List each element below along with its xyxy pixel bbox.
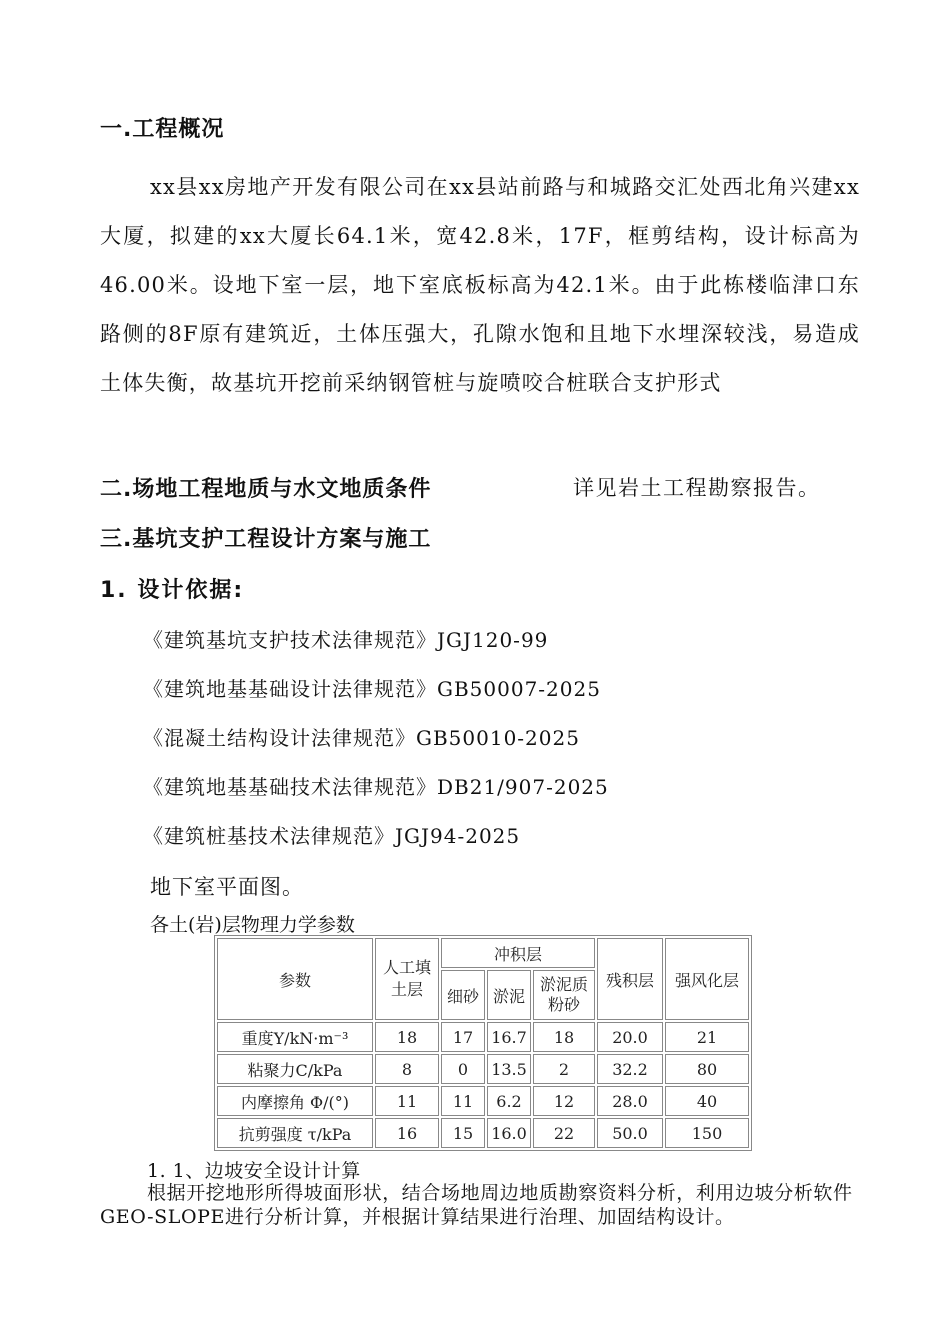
header-silty-sand: 淤泥质粉砂 [533, 970, 595, 1020]
table-cell: 16.7 [487, 1022, 531, 1052]
table-cell: 20.0 [597, 1022, 663, 1052]
header-fill-layer: 人工填土层 [375, 938, 439, 1020]
table-cell: 8 [375, 1054, 439, 1084]
row-label: 抗剪强度 τ/kPa [217, 1118, 373, 1148]
table-cell: 12 [533, 1086, 595, 1116]
table-cell: 11 [375, 1086, 439, 1116]
header-weathered: 强风化层 [665, 938, 749, 1020]
design-basis-heading: 1. 设计依据: [100, 578, 245, 603]
table-cell: 6.2 [487, 1086, 531, 1116]
table-cell: 22 [533, 1118, 595, 1148]
table-cell: 2 [533, 1054, 595, 1084]
table-cell: 17 [441, 1022, 485, 1052]
table-cell: 50.0 [597, 1118, 663, 1148]
table-row [217, 1022, 749, 1052]
row-label: 粘聚力C/kPa [217, 1054, 373, 1084]
table-cell: 18 [375, 1022, 439, 1052]
table-row [217, 1118, 749, 1148]
table-cell: 80 [665, 1054, 749, 1084]
table-row [217, 1054, 749, 1084]
header-residual: 残积层 [597, 938, 663, 1020]
slope-calc-heading: 1. 1、边坡安全设计计算 [147, 1160, 361, 1182]
header-alluvial: 冲积层 [441, 938, 595, 968]
table-cell: 18 [533, 1022, 595, 1052]
table-cell: 0 [441, 1054, 485, 1084]
table-cell: 16.0 [487, 1118, 531, 1148]
header-fine-sand: 细砂 [441, 970, 485, 1020]
slope-calc-paragraph: 根据开挖地形所得坡面形状，结合场地周边地质勘察资料分析，利用边坡分析软件GEO-SLOPE进行分析计算，并根据计算结果进行治理、加固结构设计。 [100, 1182, 853, 1228]
reference-item: 《建筑地基基础技术法律规范》DB21/907-2025 [143, 775, 609, 799]
table-cell: 15 [441, 1118, 485, 1148]
reference-item: 《混凝土结构设计法律规范》GB50010-2025 [143, 726, 580, 750]
row-label: 内摩擦角 Φ/(°) [217, 1086, 373, 1116]
section-1-heading: 一.工程概况 [100, 117, 225, 142]
soil-parameters-table [214, 935, 752, 1151]
section-3-heading: 三.基坑支护工程设计方案与施工 [100, 527, 432, 552]
header-param: 参数 [217, 938, 373, 1020]
table-cell: 16 [375, 1118, 439, 1148]
table-cell: 11 [441, 1086, 485, 1116]
reference-item: 《建筑基坑支护技术法律规范》JGJ120-99 [143, 628, 549, 652]
section-2-note: 详见岩土工程勘察报告。 [573, 476, 821, 500]
project-overview-paragraph: xx县xx房地产开发有限公司在xx县站前路与和城路交汇处西北角兴建xx大厦，拟建的xx大厦长64.1米，宽42.8米，17F，框剪结构，设计标高为46.00米。设地下室一层，地下室底板标高为42.1米。由于此栋楼临津口东路侧的8F原有建筑近，土体压强大，孔隙水饱和且地下水埋深较浅，易造成土体失衡，故基坑开挖前采纳钢管桩与旋喷咬合桩联合支护形式 [100, 175, 860, 395]
table-cell: 21 [665, 1022, 749, 1052]
basement-plan-note: 地下室平面图。 [150, 875, 304, 899]
reference-item: 《建筑地基基础设计法律规范》GB50007-2025 [143, 677, 601, 701]
table-cell: 32.2 [597, 1054, 663, 1084]
table-cell: 150 [665, 1118, 749, 1148]
table-header-row [217, 938, 749, 968]
reference-item: 《建筑桩基技术法律规范》JGJ94-2025 [143, 824, 521, 848]
table-cell: 13.5 [487, 1054, 531, 1084]
section-2-heading: 二.场地工程地质与水文地质条件 [100, 477, 432, 502]
header-silt: 淤泥 [487, 970, 531, 1020]
row-label: 重度Y/kN·m⁻³ [217, 1022, 373, 1052]
table-cell: 40 [665, 1086, 749, 1116]
table-caption: 各土(岩)层物理力学参数 [150, 914, 355, 936]
table-row [217, 1086, 749, 1116]
table-cell: 28.0 [597, 1086, 663, 1116]
